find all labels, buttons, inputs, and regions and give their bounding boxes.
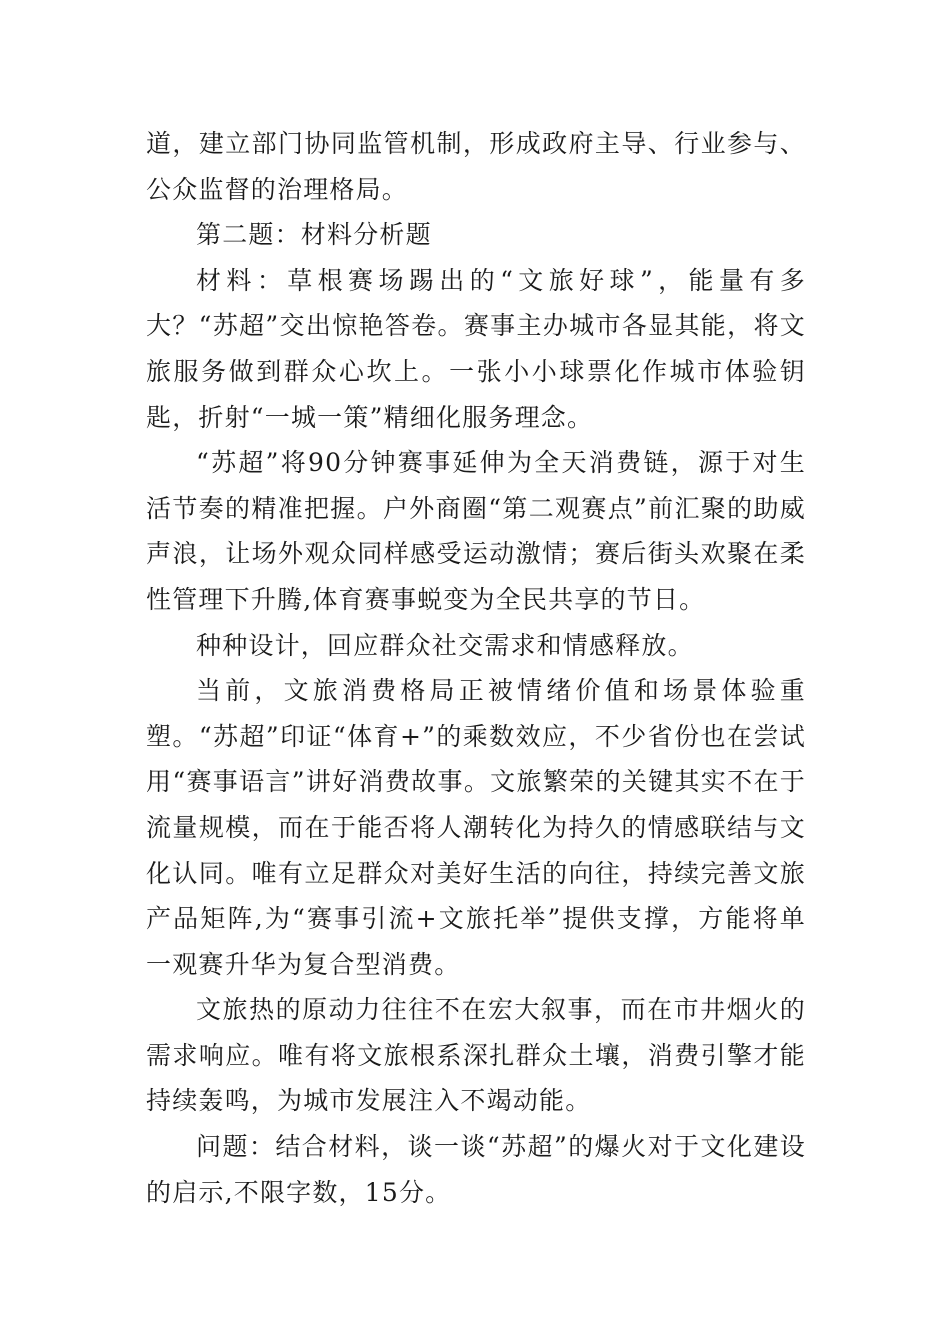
paragraph-current-pattern: 当前，文旅消费格局正被情绪价值和场景体验重塑。“苏超”印证“体育+”的乘数效应，不少省份也在尝试用“赛事语言”讲好消费故事。文旅繁荣的关键其实不在于流量规模，而在于能否将人潮转化为持久的情感联结与文化认同。唯有立足群众对美好生活的向往，持续完善文旅产品矩阵,为“赛事引流+文旅托举”提供支撑，方能将单一观赛升华为复合型消费。: [146, 676, 806, 979]
paragraph-consumption-chain: “苏超”将90分钟赛事延伸为全天消费链，源于对生活节奏的精准把握。户外商圈“第二观赛点”前汇聚的助威声浪，让场外观众同样感受运动激情；赛后街头欢聚在柔性管理下升腾,体育赛事蜕变为全民共享的节日。: [146, 448, 806, 614]
paragraph-question: 问题：结合材料，谈一谈“苏超”的爆火对于文化建设的启示,不限字数，15分。: [146, 1132, 806, 1207]
document-body: [146, 121, 806, 1215]
paragraph-material-intro: 材料：草根赛场踢出的“文旅好球”，能量有多大？“苏超”交出惊艳答卷。赛事主办城市各显其能，将文旅服务做到群众心坎上。一张小小球票化作城市体验钥匙，折射“一城一策”精细化服务理念。: [146, 265, 806, 432]
section-heading: 第二题：材料分析题: [196, 220, 432, 250]
paragraph-driving-force: 文旅热的原动力往往不在宏大叙事，而在市井烟火的需求响应。唯有将文旅根系深扎群众土壤，消费引擎才能持续轰鸣，为城市发展注入不竭动能。: [146, 995, 806, 1116]
paragraph-continuation: 道，建立部门协同监管机制，形成政府主导、行业参与、公众监督的治理格局。: [146, 129, 806, 204]
paragraph-design-response: 种种设计，回应群众社交需求和情感释放。: [196, 630, 694, 660]
